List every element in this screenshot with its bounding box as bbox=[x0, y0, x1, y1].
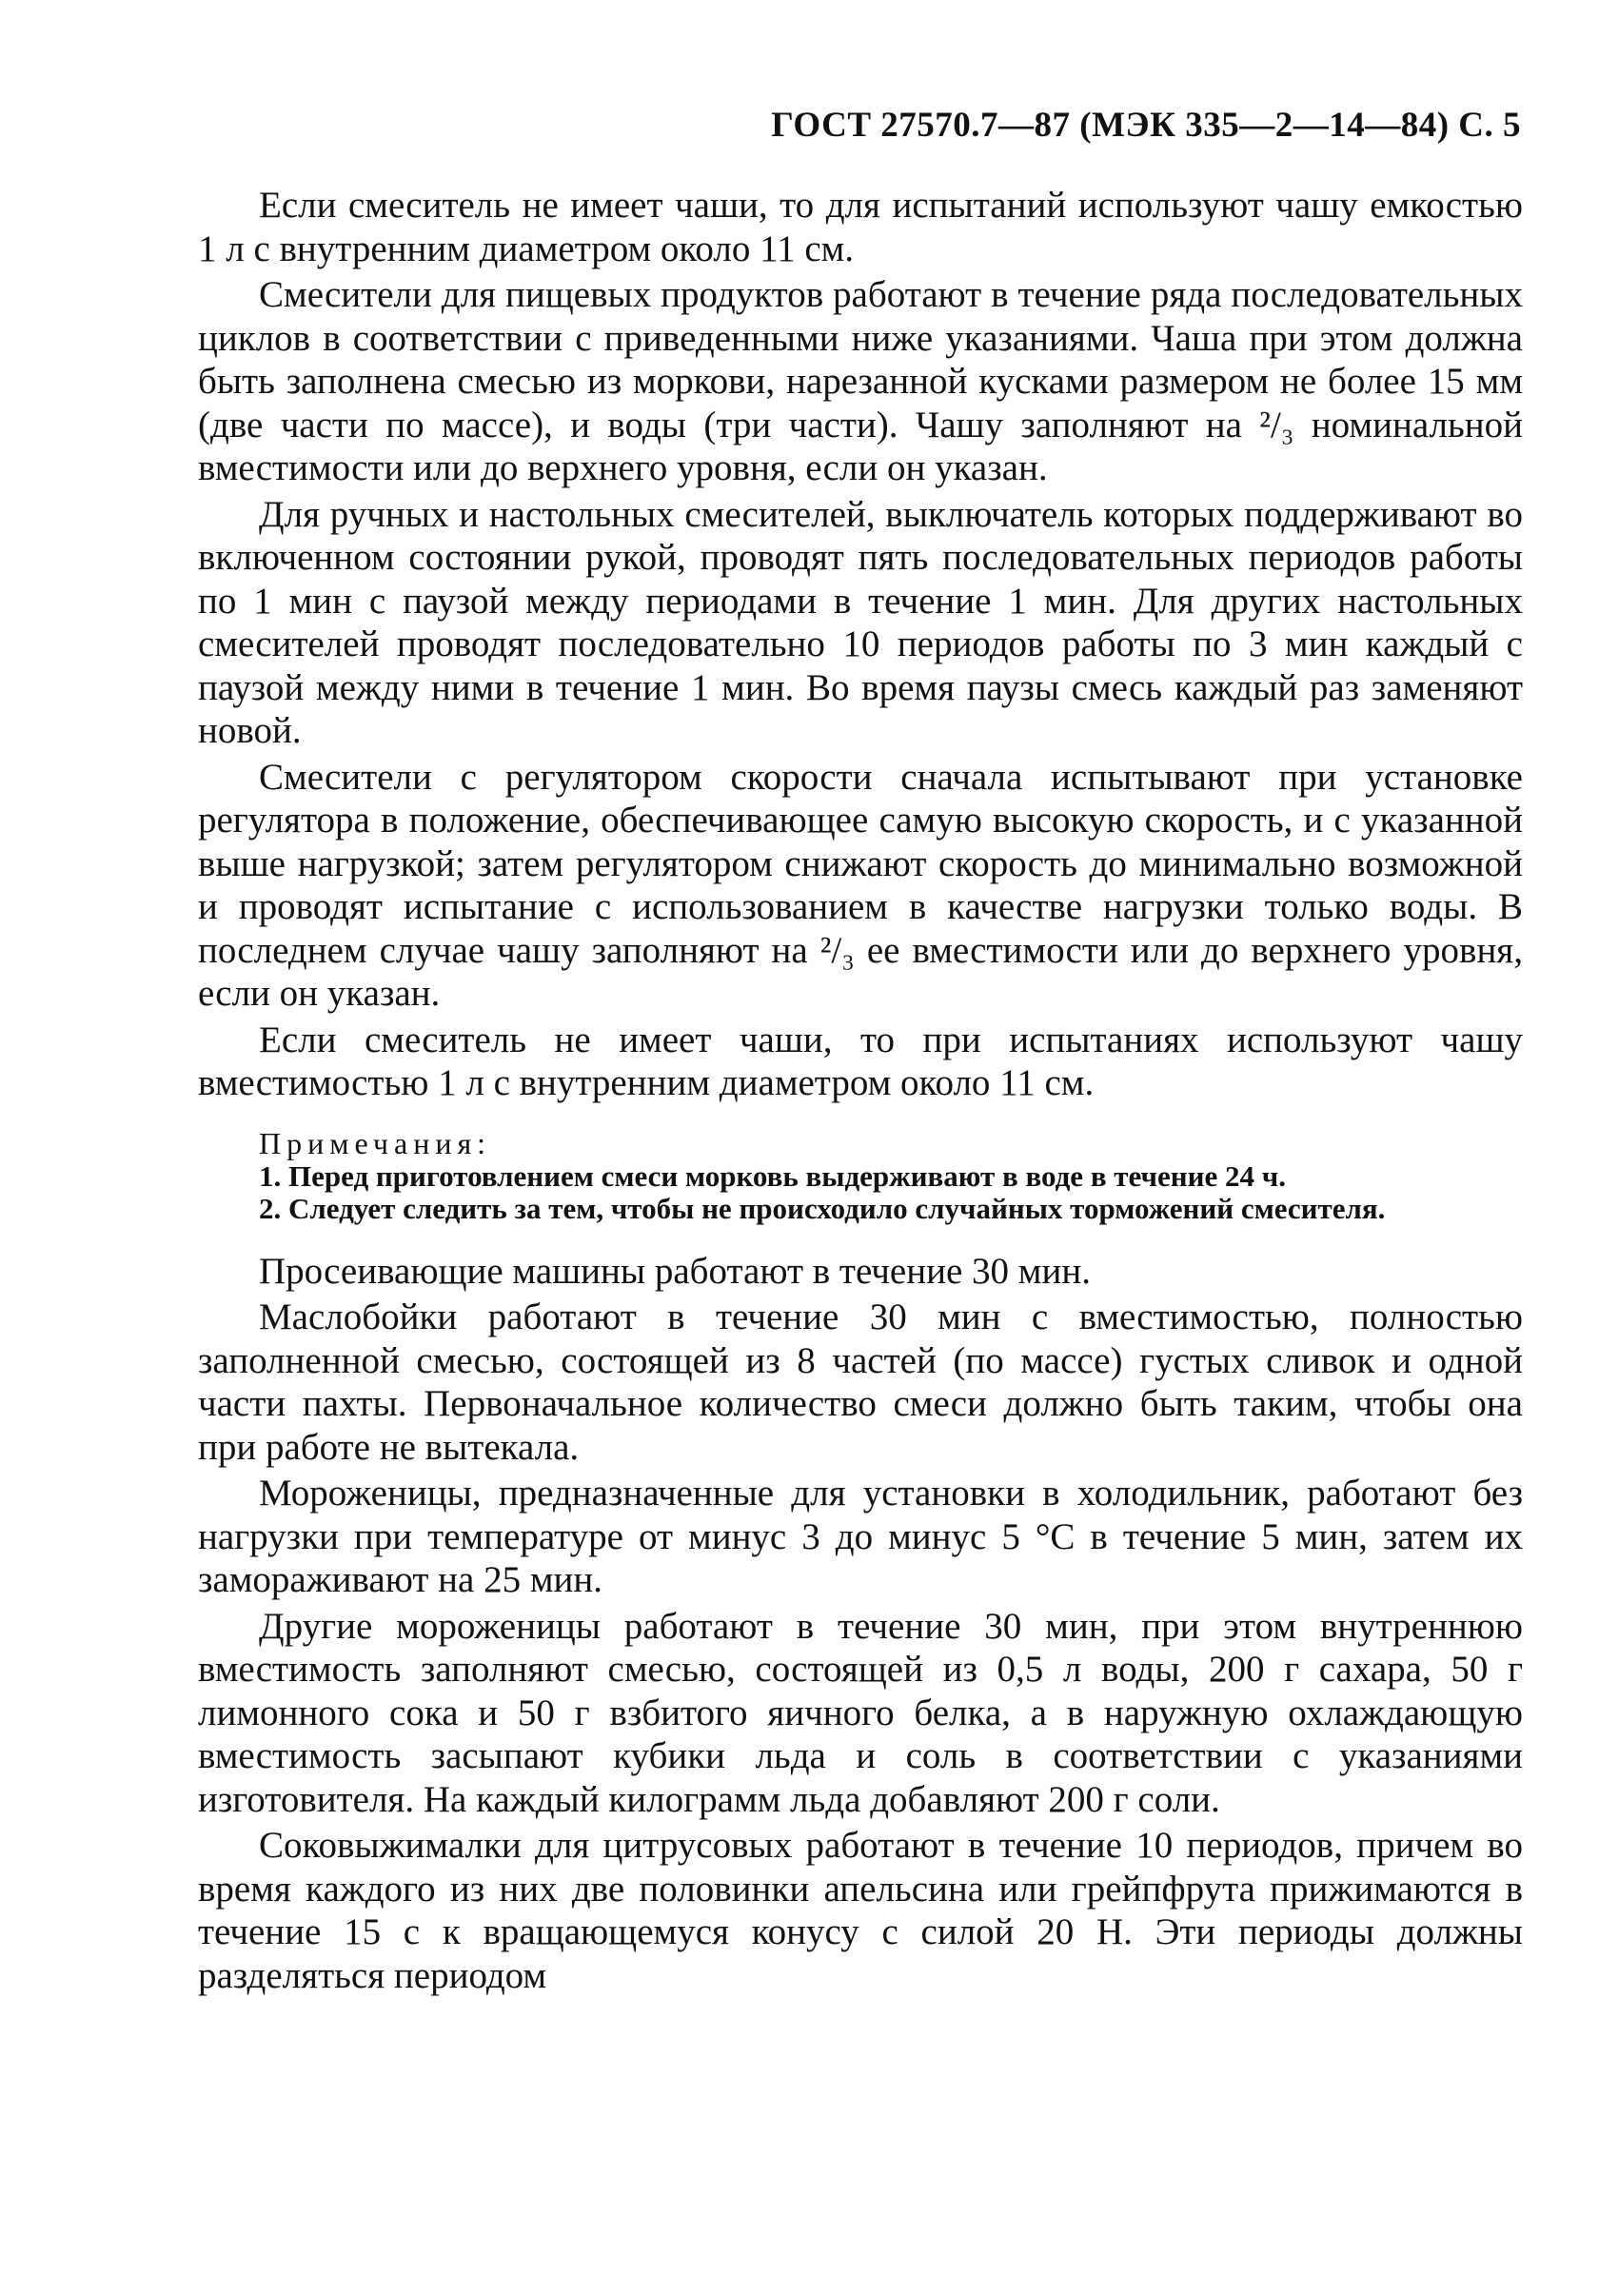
paragraph: Соковыжималки для цитрусовых работают в течение 10 периодов, причем во время каждого из них две половинки апельсина или грейпфрута прижимаются в течение 15 с к вращающемуся конусу с силой 20 Н. Эти периоды должны разделяться периодом bbox=[198, 1825, 1523, 1996]
notes-section bbox=[198, 1126, 1523, 1225]
notes-title: Примечания: bbox=[259, 1125, 492, 1160]
paragraph: Просеивающие машины работают в течение 30 мин. bbox=[259, 1250, 1091, 1292]
paragraph: Смесители для пищевых продуктов работают в течение ряда последовательных циклов в соответствии с приведенными ниже указаниями. Чаша при этом должна быть заполнена смесью из моркови, нарезанной кусками размером не более 15 мм (две части по массе), и воды (три части). Чашу заполняют на ²/₃ номинальной вместимости или до верхнего уровня, если он указан. bbox=[198, 274, 1523, 488]
paragraph: Если смеситель не имеет чаши, то для испытаний используют чашу емкостью 1 л с внутренним диаметром около 11 см. bbox=[198, 185, 1523, 269]
paragraph: Для ручных и настольных смесителей, выключатель которых поддерживают во включенном состоянии рукой, проводят пять последовательных периодов работы по 1 мин с паузой между периодами в течение 1 мин. Для других настольных смесителей проводят последовательно 10 периодов работы по 3 мин каждый с паузой между ними в течение 1 мин. Во время паузы смесь каждый раз заменяют новой. bbox=[198, 493, 1523, 751]
document-page bbox=[198, 105, 1523, 2000]
page-header: ГОСТ 27570.7—87 (МЭК 335—2—14—84) С. 5 bbox=[771, 106, 1521, 145]
paragraph: Если смеситель не имеет чаши, то при испытаниях используют чашу вместимостью 1 л с внутренним диаметром около 11 см. bbox=[198, 1019, 1523, 1103]
paragraph: Мороженицы, предназначенные для установки в холодильник, работают без нагрузки при температуре от минус 3 до минус 5 °С в течение 5 мин, затем их замораживают на 25 мин. bbox=[198, 1473, 1523, 1600]
paragraph: Другие мороженицы работают в течение 30 мин, при этом внутреннюю вместимость заполняют смесью, состоящей из 0,5 л воды, 200 г сахара, 50 г лимонного сока и 50 г взбитого яичного белка, а в наружную охлаждающую вместимость засыпают кубики льда и соль в соответствии с указаниями изготовителя. На каждый килограмм льда добавляют 200 г соли. bbox=[198, 1605, 1523, 1820]
note-item: 1. Перед приготовлением смеси морковь выдерживают в воде в течение 24 ч. bbox=[259, 1158, 1286, 1193]
paragraph: Маслобойки работают в течение 30 мин с вместимостью, полностью заполненной смесью, состоящей из 8 частей (по массе) густых сливок и одной части пахты. Первоначальное количество смеси должно быть таким, чтобы она при работе не вытекала. bbox=[198, 1296, 1523, 1468]
note-item: 2. Следует следить за тем, чтобы не происходило случайных торможений смесителя. bbox=[259, 1191, 1386, 1225]
paragraph: Смесители с регулятором скорости сначала испытывают при установке регулятора в положение, обеспечивающее самую высокую скорость, и с указанной выше нагрузкой; затем регулятором снижают скорость до минимально возможной и проводят испытание с использованием в качестве нагрузки только воды. В последнем случае чашу заполняют на ²/₃ ее вместимости или до верхнего уровня, если он указан. bbox=[198, 756, 1523, 1014]
